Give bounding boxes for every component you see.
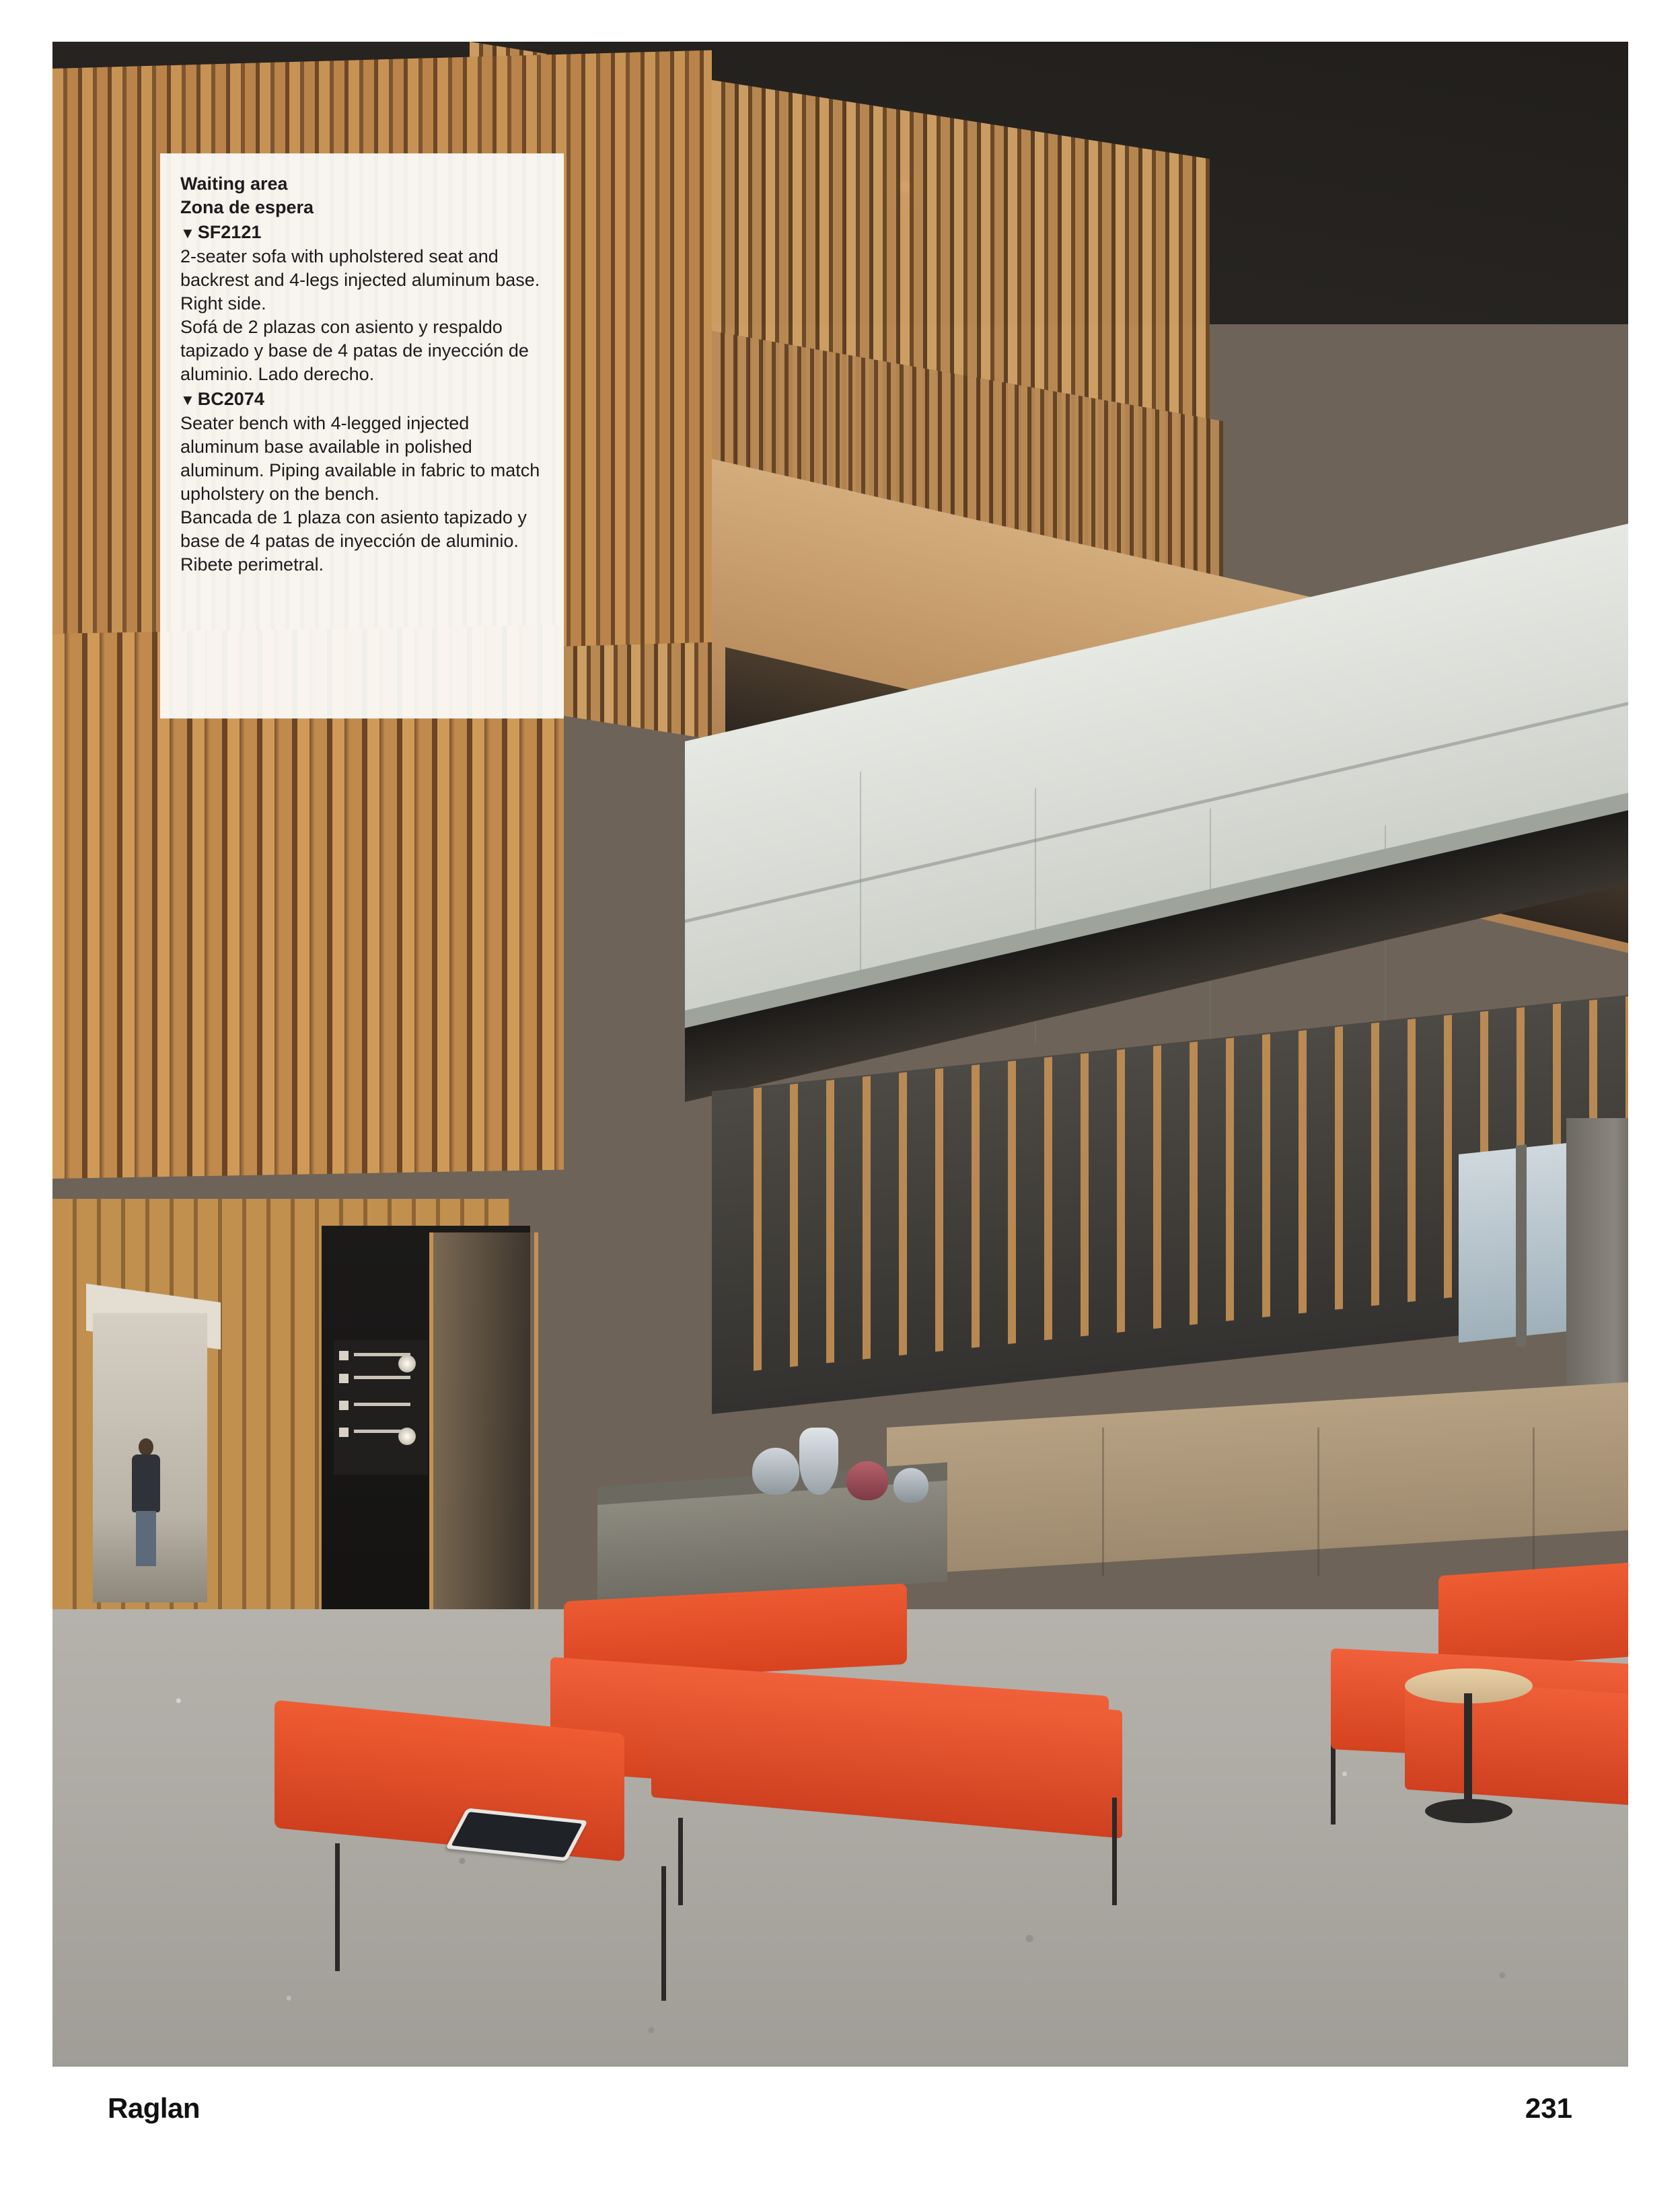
furniture-leg bbox=[661, 1866, 666, 2001]
side-table-base bbox=[1425, 1799, 1512, 1823]
product-desc-2-es: Bancada de 1 plaza con asiento tapizado y base de 4 patas de inyección de aluminio. Ribete perimetral. bbox=[180, 507, 527, 575]
sign-text bbox=[354, 1403, 410, 1406]
counter-joint bbox=[1102, 1428, 1104, 1576]
page-number: 231 bbox=[1525, 2092, 1572, 2124]
person-legs bbox=[136, 1511, 156, 1566]
counter-joint bbox=[1317, 1428, 1319, 1576]
product-desc-1-es: Sofá de 2 plazas con asiento y respaldo tapizado y base de 4 patas de inyección de aluminio. Lado derecho. bbox=[180, 317, 529, 384]
furniture-leg bbox=[335, 1843, 340, 1971]
furniture-leg bbox=[1331, 1737, 1336, 1824]
sofa-right-backrest bbox=[1438, 1562, 1628, 1670]
counter-joint bbox=[1533, 1428, 1535, 1576]
product-code-1 bbox=[180, 221, 544, 245]
glass-vessel bbox=[893, 1468, 928, 1503]
reception-counter bbox=[887, 1381, 1628, 1576]
triangle-down-icon: ▼ bbox=[180, 225, 195, 242]
product-code-1-label: SF2121 bbox=[197, 222, 262, 242]
downlight-icon bbox=[398, 1428, 416, 1445]
sign-text bbox=[354, 1376, 410, 1379]
arrow-icon bbox=[339, 1374, 349, 1383]
info-icon bbox=[339, 1351, 349, 1360]
product-code-2 bbox=[180, 388, 544, 412]
glass-vessel bbox=[799, 1428, 838, 1495]
window-mullion bbox=[1516, 1144, 1527, 1348]
person-body bbox=[132, 1454, 160, 1512]
caption-box bbox=[160, 153, 564, 718]
glazed-partition bbox=[429, 1232, 538, 1643]
caption-title-es: Zona de espera bbox=[180, 197, 314, 217]
sign-line bbox=[339, 1399, 423, 1411]
person-figure bbox=[128, 1438, 163, 1566]
person-head bbox=[139, 1438, 153, 1456]
caption-title-en: Waiting area bbox=[180, 174, 288, 194]
product-desc-1-en: 2-seater sofa with upholstered seat and backrest and 4-legs injected aluminum base. Right side. bbox=[180, 246, 540, 314]
glass-vessel bbox=[846, 1461, 888, 1500]
product-desc-2-en: Seater bench with 4-legged injected aluminum base available in polished aluminum. Piping available in fabric to match upholstery on the bench. bbox=[180, 413, 540, 504]
triangle-down-icon: ▼ bbox=[180, 392, 195, 408]
elevator-icon bbox=[339, 1428, 349, 1437]
glass-vessel bbox=[752, 1448, 799, 1495]
downlight-icon bbox=[398, 1355, 416, 1372]
furniture-leg bbox=[678, 1818, 683, 1905]
stairs-icon bbox=[339, 1401, 349, 1410]
wayfinding-sign bbox=[334, 1340, 428, 1475]
furniture-leg bbox=[1112, 1798, 1117, 1905]
lobby-photograph bbox=[52, 42, 1628, 2067]
side-table-stem bbox=[1464, 1693, 1472, 1811]
product-code-2-label: BC2074 bbox=[197, 389, 264, 409]
brand-name: Raglan bbox=[108, 2092, 200, 2124]
tablet-screen bbox=[451, 1812, 583, 1857]
sign-line bbox=[339, 1372, 423, 1385]
